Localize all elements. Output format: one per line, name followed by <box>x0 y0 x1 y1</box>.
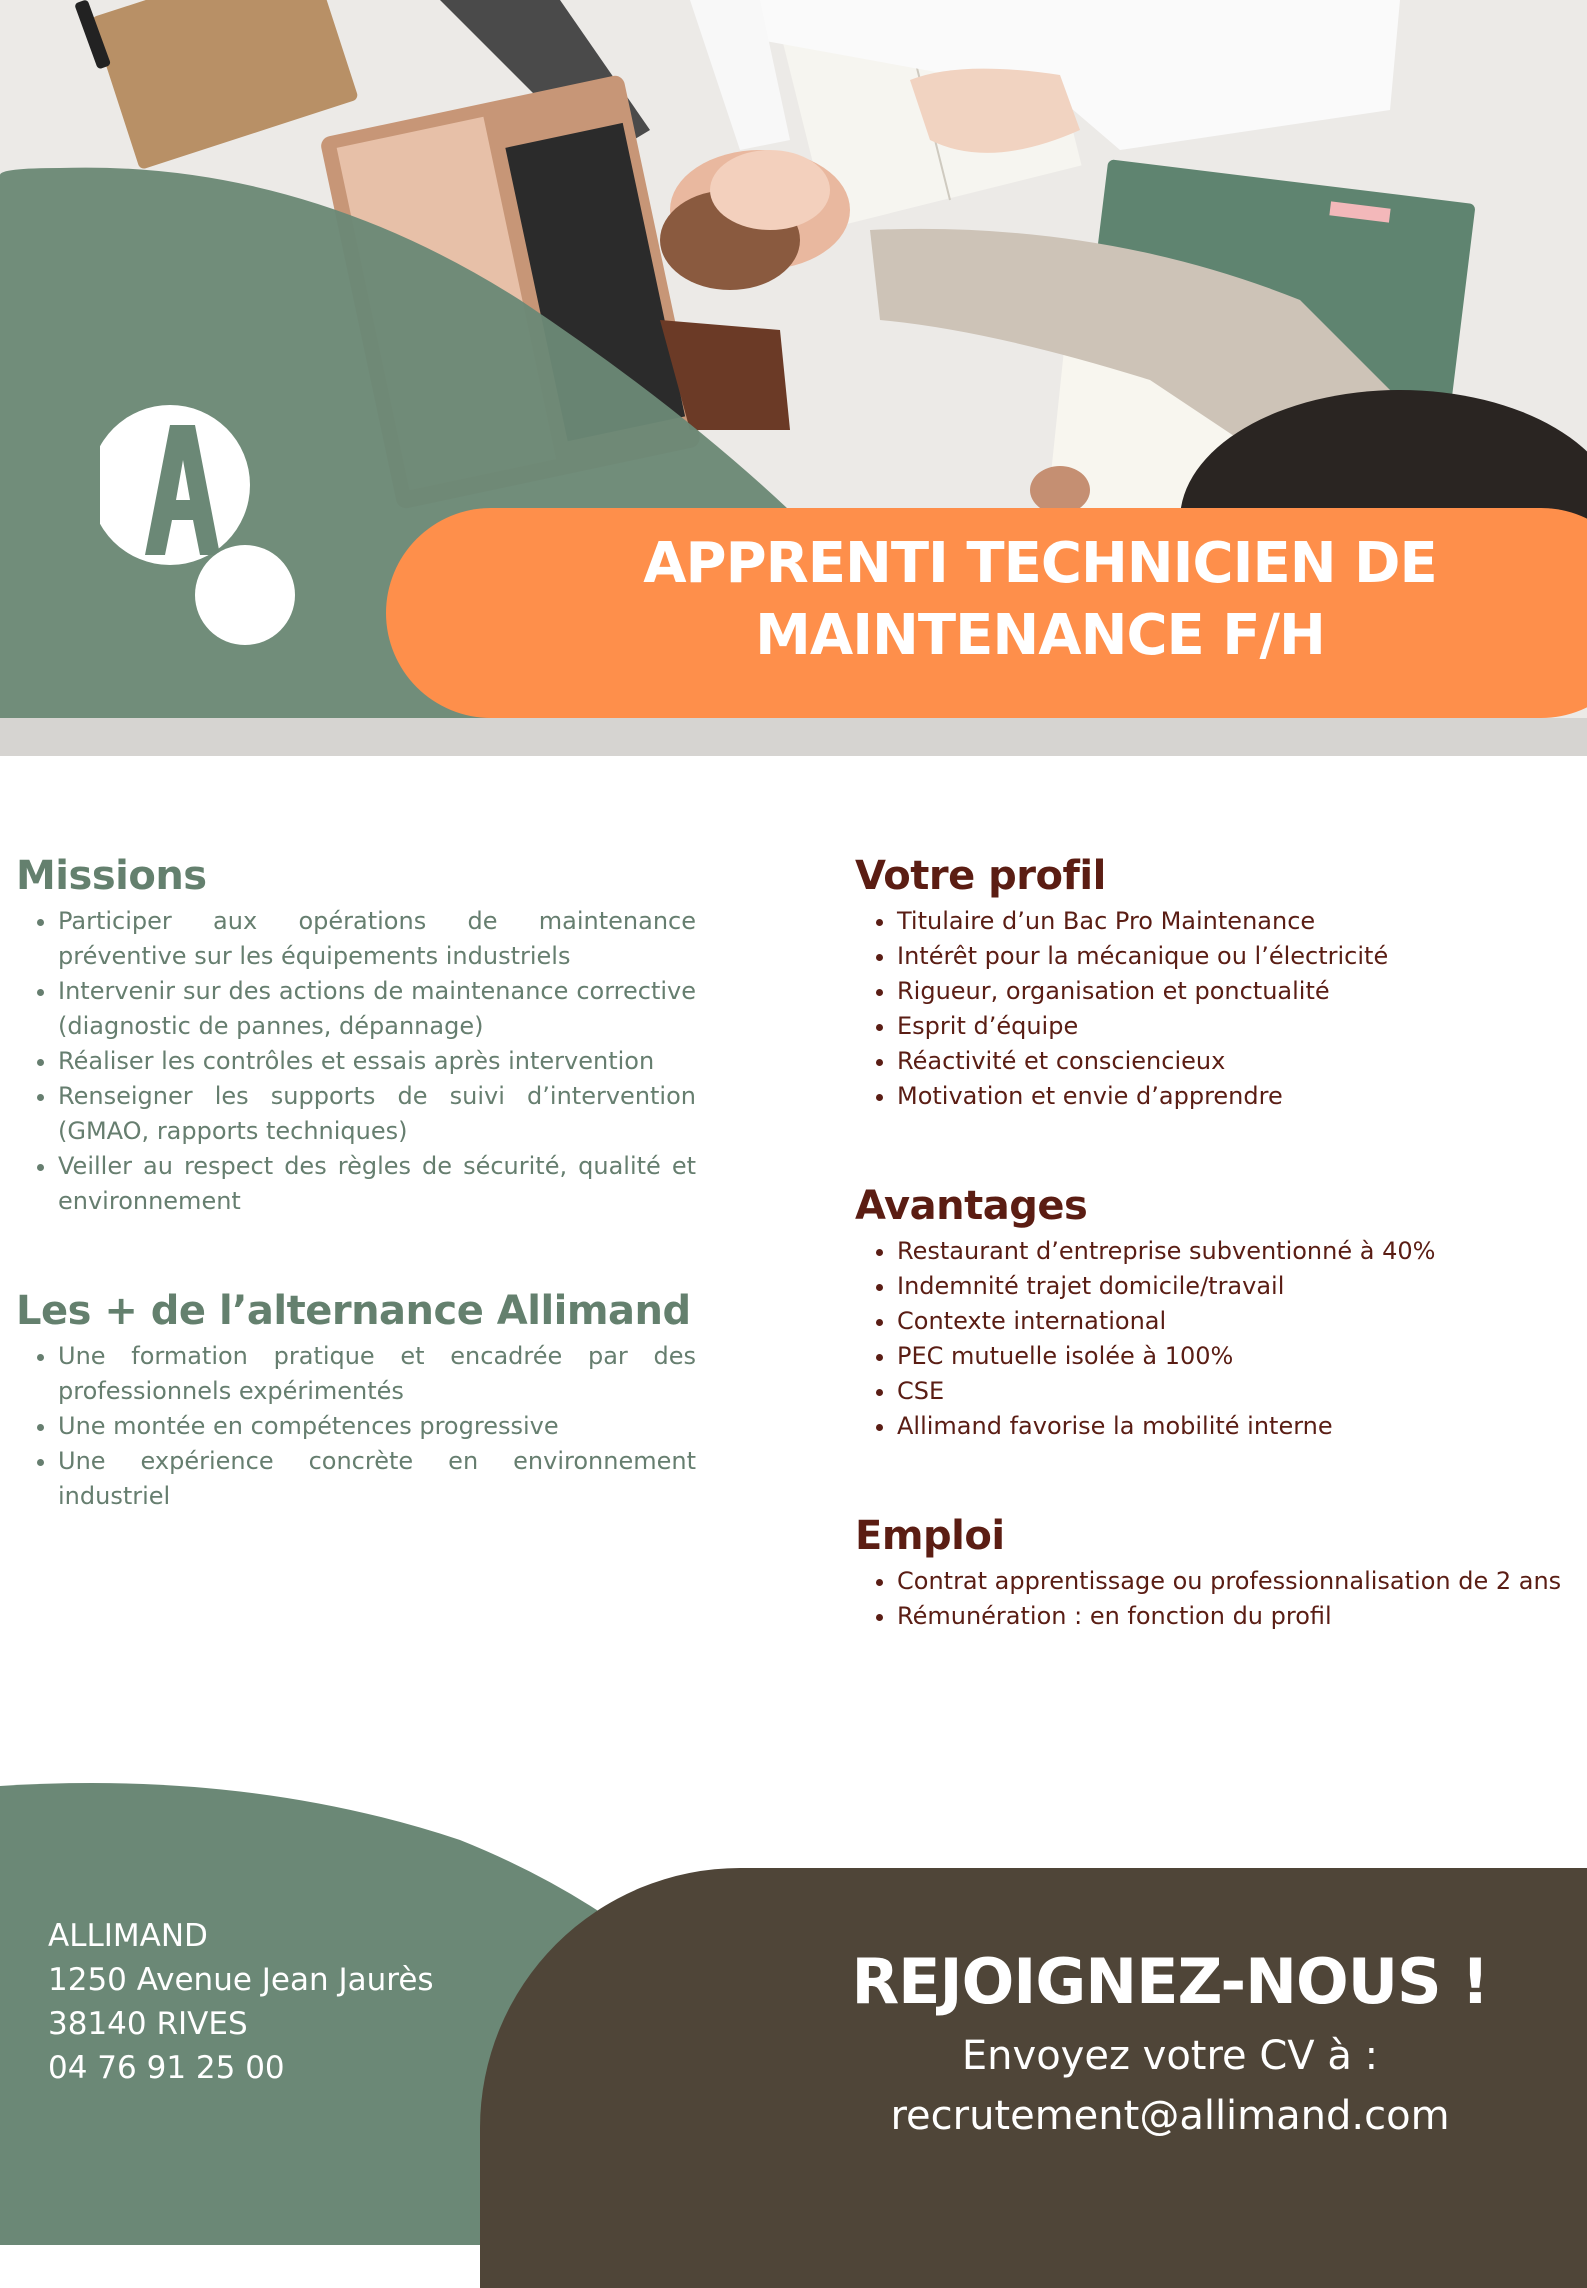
list-item: • Intérêt pour la mécanique ou l’électricité <box>897 939 1565 974</box>
list-item: • Réactivité et consciencieux <box>897 1044 1565 1079</box>
list-item: • Titulaire d’un Bac Pro Maintenance <box>897 904 1565 939</box>
profil-list <box>855 904 1565 1114</box>
list-item: • Veiller au respect des règles de sécurité, qualité et environnement <box>58 1149 696 1219</box>
header-divider <box>0 718 1587 756</box>
job-title <box>560 528 1520 672</box>
company-address <box>48 1914 434 2090</box>
alternance-list <box>16 1339 696 1514</box>
list-item: • Intervenir sur des actions de maintenance corrective (diagnostic de pannes, dépannage) <box>58 974 696 1044</box>
list-item: • CSE <box>897 1374 1565 1409</box>
missions-heading: Missions <box>16 853 207 899</box>
profil-section <box>855 850 1565 1114</box>
allimand-logo <box>100 405 300 654</box>
list-item: • Esprit d’équipe <box>897 1009 1565 1044</box>
emploi-list <box>855 1564 1565 1634</box>
job-title-line1: APPRENTI TECHNICIEN DE <box>643 531 1437 596</box>
cta-email[interactable]: recrutement@allimand.com <box>890 2093 1450 2139</box>
missions-list <box>16 904 696 1219</box>
list-item: • Contexte international <box>897 1304 1565 1339</box>
avantages-heading: Avantages <box>855 1183 1088 1229</box>
cta-title: REJOIGNEZ-NOUS ! <box>851 1945 1489 2018</box>
address-street: 1250 Avenue Jean Jaurès <box>48 1962 434 1998</box>
cta-block <box>820 1942 1520 2146</box>
list-item: • Renseigner les supports de suivi d’intervention (GMAO, rapports techniques) <box>58 1079 696 1149</box>
address-city: 38140 RIVES <box>48 2006 248 2042</box>
list-item: • Allimand favorise la mobilité interne <box>897 1409 1565 1444</box>
list-item: • Restaurant d’entreprise subventionné à 40% <box>897 1234 1565 1269</box>
list-item: • Rigueur, organisation et ponctualité <box>897 974 1565 1009</box>
left-column <box>16 850 696 1580</box>
cta-instruction: Envoyez votre CV à : <box>961 2033 1379 2079</box>
list-item: • Participer aux opérations de maintenance préventive sur les équipements industriels <box>58 904 696 974</box>
list-item: • Une montée en compétences progressive <box>58 1409 696 1444</box>
missions-section <box>16 850 696 1219</box>
emploi-section <box>855 1510 1565 1634</box>
list-item: • PEC mutuelle isolée à 100% <box>897 1339 1565 1374</box>
list-item: • Motivation et envie d’apprendre <box>897 1079 1565 1114</box>
profil-heading: Votre profil <box>855 853 1106 899</box>
right-column <box>855 850 1565 1700</box>
emploi-heading: Emploi <box>855 1513 1005 1559</box>
avantages-list <box>855 1234 1565 1444</box>
avantages-section <box>855 1180 1565 1444</box>
list-item: • Une formation pratique et encadrée par des professionnels expérimentés <box>58 1339 696 1409</box>
list-item: • Contrat apprentissage ou professionnalisation de 2 ans <box>897 1564 1565 1599</box>
list-item: • Réaliser les contrôles et essais après intervention <box>58 1044 696 1079</box>
alternance-heading: Les + de l’alternance Allimand <box>16 1288 691 1334</box>
alternance-section <box>16 1285 696 1514</box>
phone-number: 04 76 91 25 00 <box>48 2050 285 2086</box>
company-name: ALLIMAND <box>48 1918 208 1954</box>
job-title-line2: MAINTENANCE F/H <box>755 603 1325 668</box>
list-item: • Rémunération : en fonction du profil <box>897 1599 1565 1634</box>
list-item: • Une expérience concrète en environnement industriel <box>58 1444 696 1514</box>
list-item: • Indemnité trajet domicile/travail <box>897 1269 1565 1304</box>
